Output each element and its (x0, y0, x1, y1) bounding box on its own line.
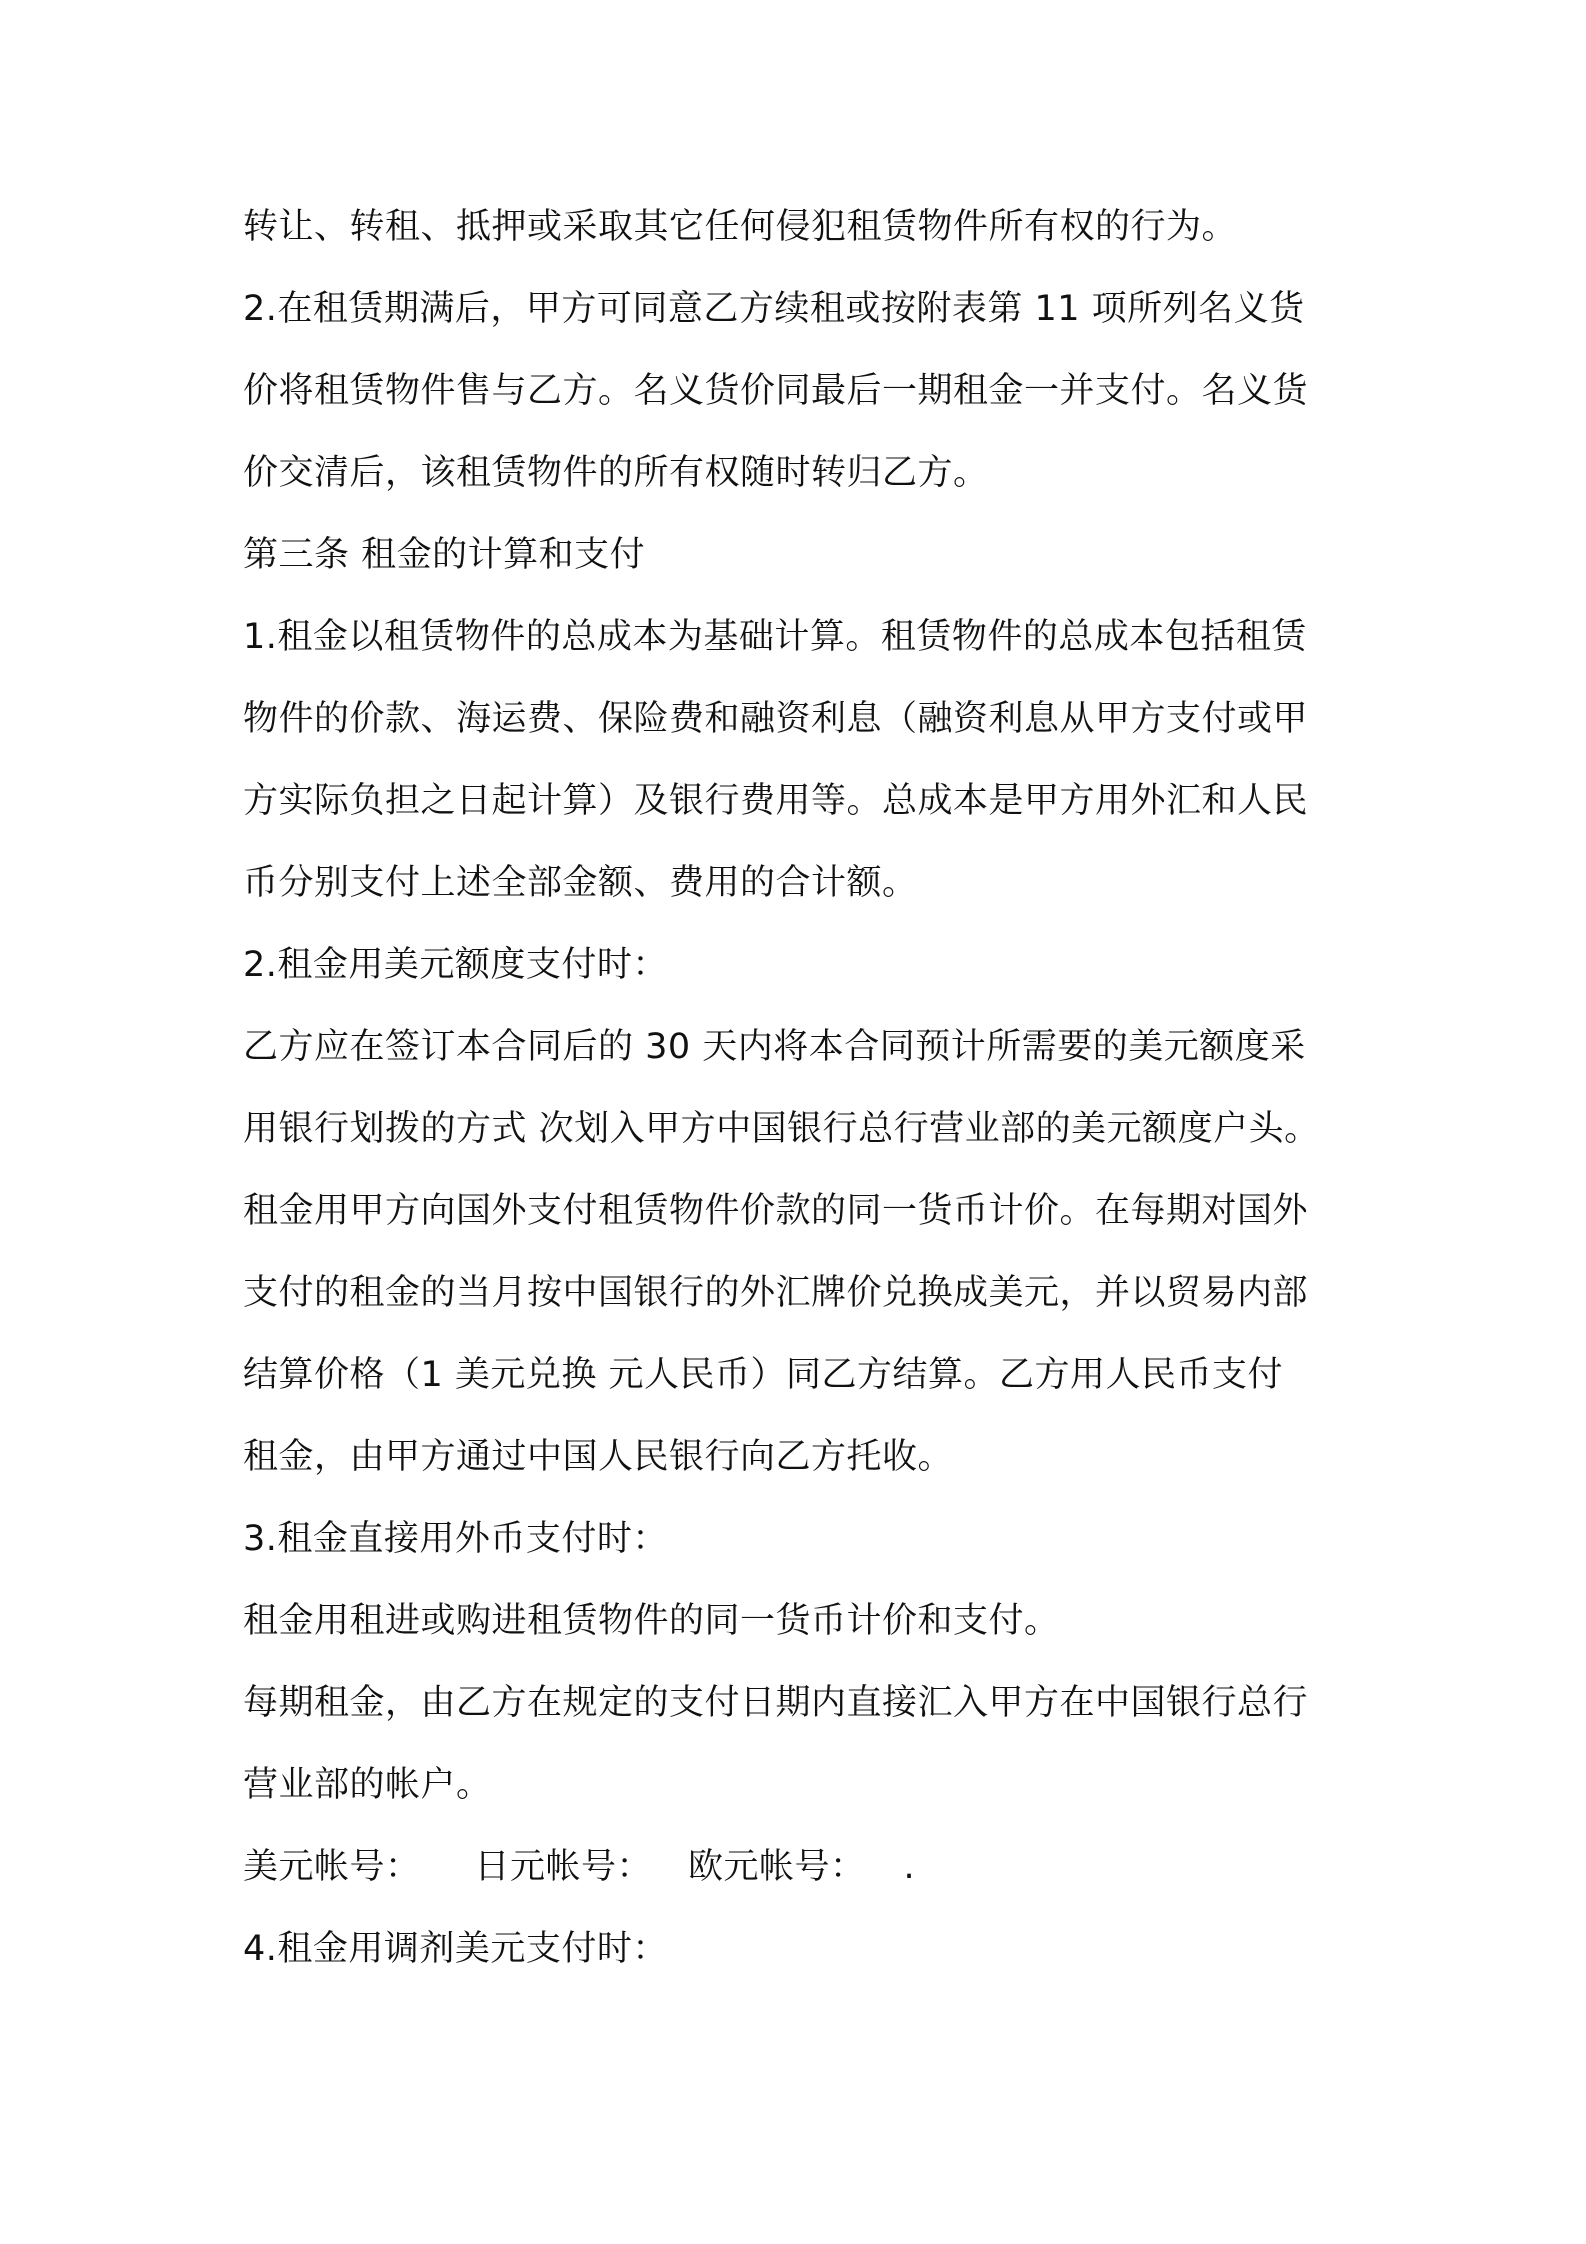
paragraph-line: 4.租金用调剂美元支付时： (243, 1929, 668, 1969)
paragraph-line: 币分别支付上述全部金额、费用的合计额。 (243, 863, 918, 903)
paragraph-line: 2.租金用美元额度支付时： (243, 945, 668, 985)
paragraph-line: 租金用甲方向国外支付租赁物件价款的同一货币计价。在每期对国外 (243, 1191, 1309, 1231)
paragraph-line: 转让、转租、抵押或采取其它任何侵犯租赁物件所有权的行为。 (243, 207, 1238, 247)
paragraph-line: 2.在租赁期满后，甲方可同意乙方续租或按附表第 11 项所列名义货 (243, 289, 1305, 329)
trailing-period: . (903, 1847, 916, 1887)
paragraph-line: 价交清后，该租赁物件的所有权随时转归乙方。 (243, 453, 989, 493)
paragraph-line: 乙方应在签订本合同后的 30 天内将本合同预计所需要的美元额度采 (243, 1027, 1306, 1067)
paragraph-line: 营业部的帐户。 (243, 1765, 492, 1805)
paragraph-line: 每期租金，由乙方在规定的支付日期内直接汇入甲方在中国银行总行 (243, 1683, 1309, 1723)
paragraph-line: 价将租赁物件售与乙方。名义货价同最后一期租金一并支付。名义货 (243, 371, 1309, 411)
section-heading: 第三条 租金的计算和支付 (243, 535, 646, 575)
jpy-account-label: 日元帐号： (474, 1847, 653, 1887)
paragraph-line: 物件的价款、海运费、保险费和融资利息（融资利息从甲方支付或甲 (243, 699, 1309, 739)
account-numbers-line (243, 1826, 1363, 1908)
paragraph-line: 1.租金以租赁物件的总成本为基础计算。租赁物件的总成本包括租赁 (243, 617, 1307, 657)
paragraph-line: 支付的租金的当月按中国银行的外汇牌价兑换成美元，并以贸易内部 (243, 1273, 1309, 1313)
paragraph-line: 租金，由甲方通过中国人民银行向乙方托收。 (243, 1437, 954, 1477)
paragraph-line: 租金用租进或购进租赁物件的同一货币计价和支付。 (243, 1601, 1060, 1641)
paragraph-line: 结算价格（1 美元兑换 元人民币）同乙方结算。乙方用人民币支付 (243, 1355, 1284, 1395)
eur-account-label: 欧元帐号： (688, 1847, 866, 1887)
paragraph-line: 3.租金直接用外币支付时： (243, 1519, 668, 1559)
usd-account-label: 美元帐号： (243, 1847, 421, 1887)
paragraph-line: 方实际负担之日起计算）及银行费用等。总成本是甲方用外汇和人民 (243, 781, 1309, 821)
document-body (243, 186, 1363, 1990)
paragraph-line: 用银行划拨的方式 次划入甲方中国银行总行营业部的美元额度户头。 (243, 1109, 1320, 1149)
